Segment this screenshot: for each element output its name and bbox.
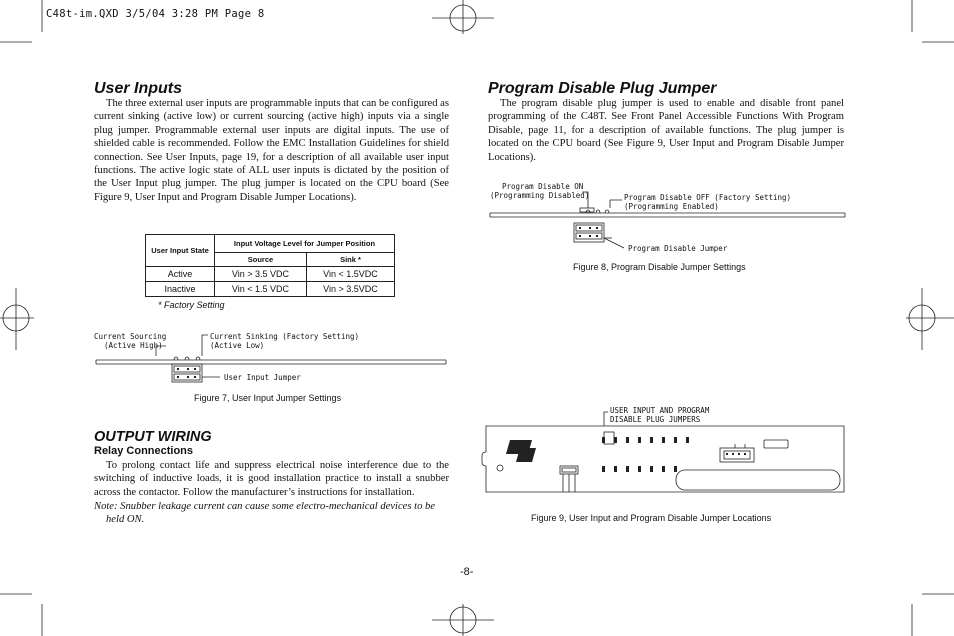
table-cell: Vin < 1.5VDC (306, 267, 394, 282)
table-header-source: Source (215, 253, 307, 267)
table-row (146, 282, 395, 297)
user-inputs-heading: User Inputs (94, 80, 183, 97)
table-cell: Vin > 3.5VDC (306, 282, 394, 297)
table-row (146, 267, 395, 282)
fig8-label-off-2: (Programming Enabled) (624, 202, 719, 211)
program-disable-heading: Program Disable Plug Jumper (488, 80, 717, 97)
fig9-label-line-2: DISABLE PLUG JUMPERS (610, 415, 701, 424)
table-footnote: * Factory Setting (158, 300, 225, 310)
table-cell: Inactive (146, 282, 215, 297)
snubber-note-line-2: held ON. (106, 514, 145, 525)
fig7-label-sourcing-2: (Active High) (104, 341, 163, 350)
table-header-state: User Input State (146, 235, 215, 267)
fig8-label-off-1: Program Disable OFF (Factory Setting) (624, 193, 792, 202)
table-header-voltage: Input Voltage Level for Jumper Position (215, 235, 395, 253)
figure-7-caption: Figure 7, User Input Jumper Settings (194, 393, 342, 403)
snubber-note-line-1: Note: Snubber leakage current can cause some electro-mechanical devices to be (94, 501, 436, 512)
figure-9-caption: Figure 9, User Input and Program Disable Jumper Locations (531, 513, 772, 523)
table-cell: Vin < 1.5 VDC (215, 282, 307, 297)
fig9-label-line-1: USER INPUT AND PROGRAM (610, 406, 710, 415)
fig7-label-sinking-2: (Active Low) (210, 341, 265, 350)
user-input-voltage-table (145, 234, 395, 297)
output-wiring-heading: OUTPUT WIRING (94, 429, 212, 445)
program-disable-paragraph: The program disable plug jumper is used to enable and disable front panel programming of the C48T. See Front Panel Accessible Functions With Program Disable, page 11, for a description of available functions. The plug jumper is located on the CPU board (See Figure 9, User Input and Program Disable Jumper Locations). (488, 98, 844, 163)
fig7-label-sourcing-1: Current Sourcing (94, 332, 167, 341)
relay-paragraph: To prolong contact life and suppress electrical noise interference due to the switching of inductive loads, it is good installation practice to install a snubber across the contactor. Follow the manufacturer’s instructions for installation. (94, 460, 449, 498)
table-cell: Active (146, 267, 215, 282)
figure-8-caption: Figure 8, Program Disable Jumper Settings (573, 262, 746, 272)
file-slug: C48t-im.QXD 3/5/04 3:28 PM Page 8 (46, 8, 265, 20)
table-header-sink: Sink * (306, 253, 394, 267)
relay-connections-heading: Relay Connections (94, 445, 194, 457)
fig7-label-sinking-1: Current Sinking (Factory Setting) (210, 332, 360, 341)
fig8-label-jumper: Program Disable Jumper (628, 244, 728, 253)
page-number: -8- (460, 566, 474, 578)
fig8-label-on-1: Program Disable ON (502, 182, 584, 191)
user-inputs-paragraph: The three external user inputs are programmable inputs that can be configured as current sinking (active low) or current sourcing (active high) inputs via a single plug jumper. Programmable external user inputs are digital inputs. The use of shielded cable is recommended. Follow the EMC Installation Guidelines for shield connection. See User Inputs, page 19, for a description of all available user input functions. The active logic state of ALL user inputs is dictated by the position of the User Input plug jumper. The plug jumper is located on the CPU board (See Figure 9, User Input and Program Disable Jumper Locations). (94, 98, 449, 203)
fig8-label-on-2: (Programming Disabled) (490, 191, 590, 200)
table-cell: Vin > 3.5 VDC (215, 267, 307, 282)
fig7-label-jumper: User Input Jumper (224, 373, 301, 382)
